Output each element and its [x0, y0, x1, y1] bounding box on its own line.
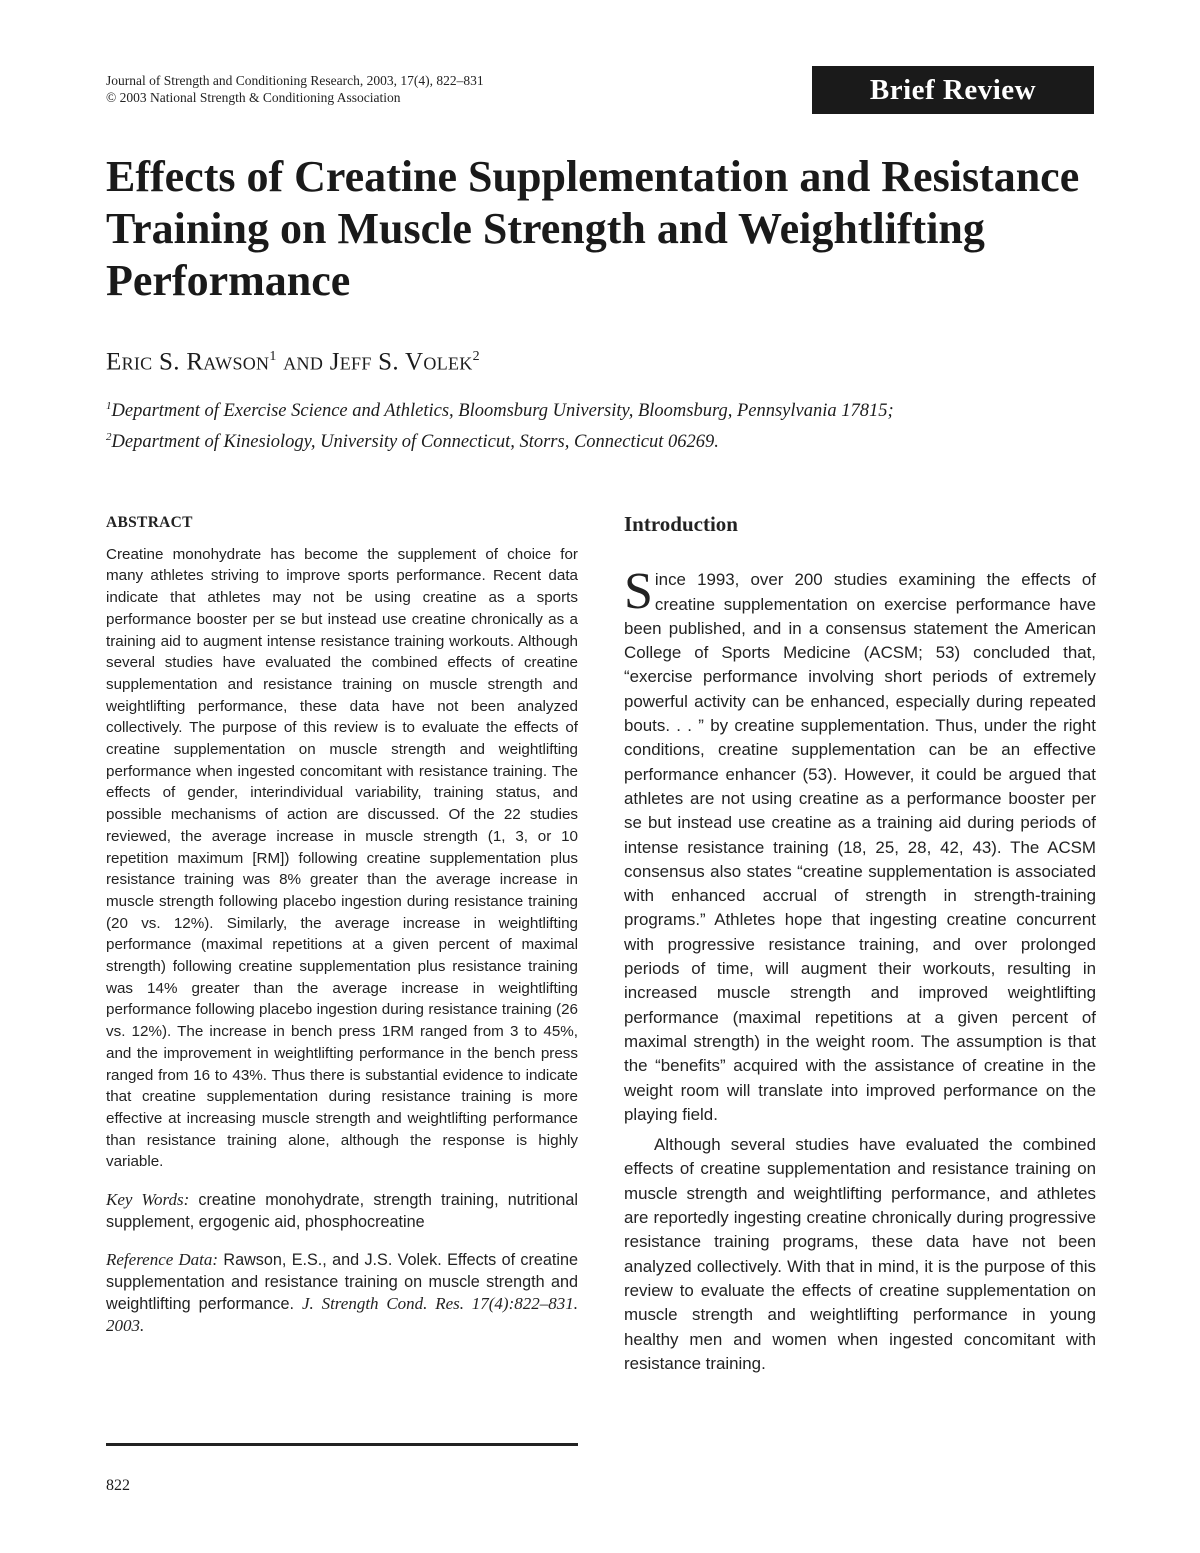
author-2-affil-marker: 2 [472, 349, 480, 364]
drop-cap: S [624, 563, 653, 621]
reference-data [106, 1249, 578, 1337]
footer-divider [106, 1443, 578, 1446]
keywords [106, 1189, 578, 1233]
author-2: Jeff S. Volek [329, 348, 473, 376]
affiliation-2-text: Department of Kinesiology, University of Connecticut, Storrs, Connecticut 06269. [111, 432, 719, 453]
page-number: 822 [106, 1477, 130, 1494]
abstract-body: Creatine monohydrate has become the supplement of choice for many athletes striving to improve sports performance. Recent data indicate that athletes may not be using creatine as a sports performance booster per se but instead use creatine chronically as a training aid to augment intense resistance training workouts. Although several studies have evaluated the combined effects of creatine supplementation and resistance training on muscle strength and weightlifting performance, these data have not been analyzed collectively. The purpose of this review is to evaluate the effects of creatine supplementation on muscle strength and weightlifting performance when ingested concomitant with resistance training. The effects of gender, interindividual variability, training status, and possible mechanisms of action are discussed. Of the 22 studies reviewed, the average increase in muscle strength (1, 3, or 10 repetition maximum [RM]) following creatine supplementation plus resistance training was 8% greater than the average increase in muscle strength following placebo ingestion during resistance training (20 vs. 12%). Similarly, the average increase in weightlifting performance (maximal repetitions at a given percent of maximal strength) following creatine supplementation plus resistance training was 14% greater than the average increase in weightlifting performance following placebo ingestion during resistance training (26 vs. 12%). The increase in bench press 1RM ranged from 3 to 45%, and the improvement in weightlifting performance in the bench press ranged from 16 to 43%. Thus there is substantial evidence to indicate that creatine supplementation during resistance training is more effective at increasing muscle strength and weightlifting performance than resistance training alone, although the response is highly variable. [106, 545, 578, 1171]
abstract-heading: ABSTRACT [106, 514, 193, 531]
introduction-section [624, 512, 1096, 1376]
affiliation-1-marker: 1 [106, 400, 112, 412]
journal-line-1: Journal of Strength and Conditioning Research, 2003, 17(4), 822–831 [106, 73, 484, 88]
affiliation-2 [106, 424, 1096, 455]
introduction-heading: Introduction [624, 512, 738, 536]
journal-line-2: © 2003 National Strength & Conditioning Association [106, 90, 401, 105]
affiliation-1-text: Department of Exercise Science and Athletics, Bloomsburg University, Bloomsburg, Pennsylvania 17815; [111, 401, 894, 422]
abstract-section [106, 512, 578, 1337]
author-conjunction: and [276, 348, 330, 376]
introduction-paragraph-1 [624, 563, 1096, 1127]
keywords-label: Key Words: [106, 1190, 190, 1210]
affiliation-1 [106, 393, 1096, 424]
introduction-paragraph-2: Although several studies have evaluated the combined effects of creatine supplementation and resistance training on muscle strength and weightlifting performance, and athletes are reportedly ingesting creatine chronically during progressive resistance training programs, these data have not been analyzed collectively. With that in mind, it is the purpose of this review to evaluate the effects of creatine supplementation on muscle strength and weightlifting performance in young healthy men and women when ingested concomitant with resistance training. [624, 1135, 1096, 1373]
reference-text: Rawson, E.S., and J.S. Volek. Effects of creatine supplementation and resistance training on muscle strength and weightlifting performance. [106, 1251, 578, 1314]
brief-review-badge: Brief Review [812, 66, 1094, 114]
affiliations [106, 393, 1096, 455]
reference-label: Reference Data: [106, 1250, 219, 1270]
introduction-paragraph-1-text: ince 1993, over 200 studies examining the effects of creatine supplementation on exercise performance have been published, and in a consensus statement the American College of Sports Medicine (ACSM; 53) concluded that, “exercise performance involving short periods of extremely powerful activity can be enhanced, especially during repeated bouts. . . ” by creatine supplementation. Thus, under the right conditions, creatine supplementation can be an effective performance enhancer (53). However, it could be argued that athletes are not using creatine as a performance booster per se but instead use creatine as a training aid during periods of intense resistance training (18, 25, 28, 42, 43). The ACSM consensus also states “creatine supplementation is associated with enhanced accrual of strength in strength-training programs.” Athletes hope that ingesting creatine concurrent with progressive resistance training, and over prolonged periods of time, will augment their workouts, resulting in increased muscle strength and improved weightlifting performance (maximal repetitions at a given percent of maximal strength) in the weight room. The assumption is that the “benefits” acquired with the assistance of creatine in the weight room will translate into improved performance on the playing field. [624, 570, 1096, 1124]
reference-citation: J. Strength Cond. Res. 17(4):822–831. 2003. [106, 1294, 578, 1336]
article-title: Effects of Creatine Supplementation and Resistance Training on Muscle Strength and Weightlifting Performance [106, 152, 1080, 305]
affiliation-2-marker: 2 [106, 431, 112, 444]
journal-citation [106, 72, 484, 106]
keywords-text: creatine monohydrate, strength training, nutritional supplement, ergogenic aid, phosphocreatine [106, 1191, 578, 1232]
author-line [106, 342, 480, 377]
author-1: Eric S. Rawson [106, 348, 270, 376]
author-1-affil-marker: 1 [269, 349, 277, 364]
